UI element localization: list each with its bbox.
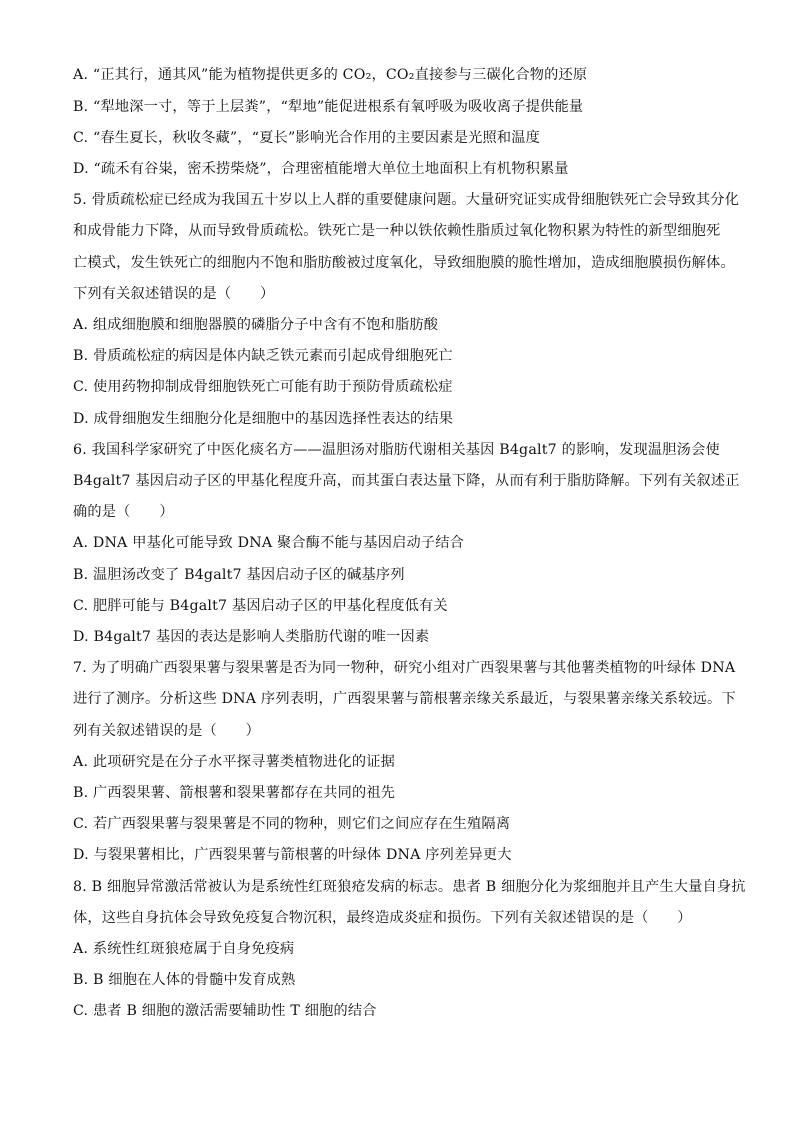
- q6-option-a: A. DNA 甲基化可能导致 DNA 聚合酶不能与基因启动子结合: [73, 535, 465, 551]
- q5-option-c: C. 使用药物抑制成骨细胞铁死亡可能有助于预防骨质疏松症: [73, 379, 453, 395]
- q4-option-a: A. “正其行，通其风”能为植物提供更多的 CO₂，CO₂直接参与三碳化合物的还原: [73, 67, 588, 83]
- q4-option-c: C. “春生夏长，秋收冬藏”，“夏长”影响光合作用的主要因素是光照和温度: [73, 130, 541, 146]
- q4-option-b: B. “犁地深一寸，等于上层粪”，“犁地”能促进根系有氧呼吸为吸收离子提供能量: [73, 99, 584, 115]
- q7-stem-line-1: 7. 为了明确广西裂果薯与裂果薯是否为同一物种，研究小组对广西裂果薯与其他薯类植物的叶绿体 DNA: [73, 660, 736, 676]
- q8-option-c: C. 患者 B 细胞的激活需要辅助性 T 细胞的结合: [73, 1003, 377, 1019]
- q5-option-b: B. 骨质疏松症的病因是体内缺乏铁元素而引起成骨细胞死亡: [73, 348, 453, 364]
- q7-option-b: B. 广西裂果薯、箭根薯和裂果薯都存在共同的祖先: [73, 785, 396, 801]
- q5-stem-line-3: 亡模式，发生铁死亡的细胞内不饱和脂肪酸被过度氧化，导致细胞膜的脆性增加，造成细胞膜损伤解体。: [73, 255, 735, 271]
- q5-option-d: D. 成骨细胞发生细胞分化是细胞中的基因选择性表达的结果: [73, 411, 454, 427]
- q5-stem-line-2: 和成骨能力下降，从而导致骨质疏松。铁死亡是一种以铁依赖性脂质过氧化物积累为特性的新型细胞死: [73, 223, 721, 239]
- q6-stem-line-2: B4galt7 基因启动子区的甲基化程度升高，而其蛋白表达量下降，从而有利于脂肪降解。下列有关叙述正: [73, 473, 740, 489]
- q5-stem-line-1: 5. 骨质疏松症已经成为我国五十岁以上人群的重要健康问题。大量研究证实成骨细胞铁死亡会导致其分化: [73, 192, 740, 208]
- q4-option-d: D. “疏禾有谷粜，密禾捞柴烧”，合理密植能增大单位土地面积上有机物积累量: [73, 161, 569, 177]
- q6-option-b: B. 温胆汤改变了 B4galt7 基因启动子区的碱基序列: [73, 567, 405, 583]
- q7-option-d: D. 与裂果薯相比，广西裂果薯与箭根薯的叶绿体 DNA 序列差异更大: [73, 847, 512, 863]
- q7-stem-line-3: 列有关叙述错误的是（ ）: [73, 723, 261, 739]
- q5-stem-line-4: 下列有关叙述错误的是（ ）: [73, 286, 275, 302]
- q8-stem-line-2: 体，这些自身抗体会导致免疫复合物沉积，最终造成炎症和损伤。下列有关叙述错误的是（ ）: [73, 910, 692, 926]
- q6-stem-line-3: 确的是（ ）: [73, 504, 174, 520]
- q6-option-d: D. B4galt7 基因的表达是影响人类脂肪代谢的唯一因素: [73, 629, 430, 645]
- q5-option-a: A. 组成细胞膜和细胞器膜的磷脂分子中含有不饱和脂肪酸: [73, 317, 439, 333]
- q7-stem-line-2: 进行了测序。分析这些 DNA 序列表明，广西裂果薯与箭根薯亲缘关系最近，与裂果薯亲缘关系较远。下: [73, 691, 736, 707]
- q7-option-c: C. 若广西裂果薯与裂果薯是不同的物种，则它们之间应存在生殖隔离: [73, 816, 511, 832]
- q8-option-b: B. B 细胞在人体的骨髓中发育成熟: [73, 972, 296, 988]
- q6-stem-line-1: 6. 我国科学家研究了中医化痰名方——温胆汤对脂肪代谢相关基因 B4galt7 的影响，发现温胆汤会使: [73, 442, 720, 458]
- q8-stem-line-1: 8. B 细胞异常激活常被认为是系统性红斑狼疮发病的标志。患者 B 细胞分化为浆细胞并且产生大量自身抗: [73, 879, 746, 895]
- q6-option-c: C. 肥胖可能与 B4galt7 基因启动子区的甲基化程度低有关: [73, 598, 448, 614]
- q8-option-a: A. 系统性红斑狼疮属于自身免疫病: [73, 941, 295, 957]
- q7-option-a: A. 此项研究是在分子水平探寻薯类植物进化的证据: [73, 754, 396, 770]
